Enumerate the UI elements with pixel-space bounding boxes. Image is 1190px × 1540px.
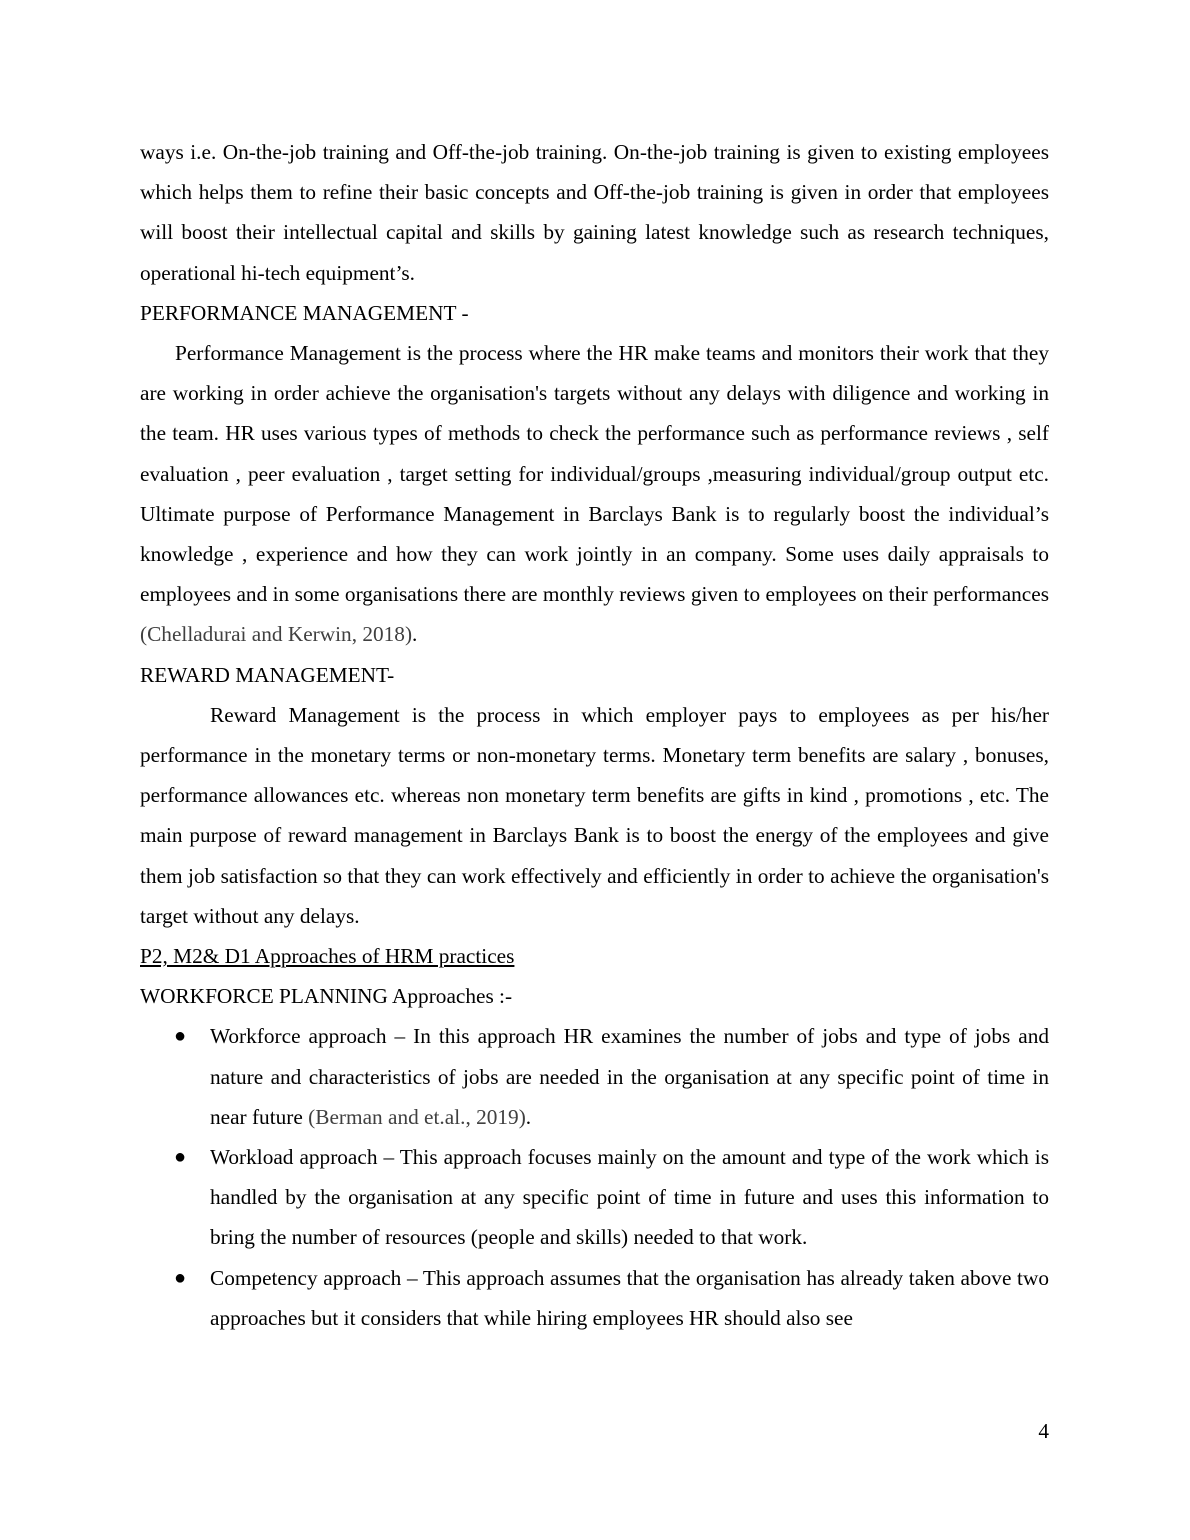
performance-end: .	[412, 622, 418, 647]
intro-paragraph: ways i.e. On-the-job training and Off-the-job training. On-the-job training is given to existing employees which helps them to refine their basic concepts and Off-the-job training is given in order that employees will boost their intellectual capital and skills by gaining latest knowledge such as research techniques, operational hi-tech equipment’s.	[140, 140, 1049, 285]
reward-paragraph: Reward Management is the process in which employer pays to employees as per his/her performance in the monetary terms or non-monetary terms. Monetary term benefits are salary , bonuses, performance allowances etc. whereas non monetary term benefits are gifts in kind , promotions , etc. The main purpose of reward management in Barclays Bank is to boost the energy of the employees and give them job satisfaction so that they can work effectively and efficiently in order to achieve the organisation's target without any delays.	[140, 702, 1049, 928]
approaches-list	[140, 1016, 1049, 1338]
list-item	[140, 1137, 1049, 1258]
bullet-icon: ●	[174, 1146, 187, 1169]
workforce-heading: WORKFORCE PLANNING Approaches :-	[140, 984, 513, 1009]
bullet-end: .	[525, 1104, 532, 1129]
bullet-text: Workload approach – This approach focuses mainly on the amount and type of the work which is handled by the organisation at any specific point of time in future and uses this information to bring the number of resources (people and skills) needed to that work.	[210, 1145, 1049, 1250]
performance-body: Performance Management is the process where the HR make teams and monitors their work that they are working in order achieve the organisation's targets without any delays with diligence and working in the team. HR uses various types of methods to check the performance such as performance reviews , self evaluation , peer evaluation , target setting for individual/groups ,measuring individual/group output etc. Ultimate purpose of Performance Management in Barclays Bank is to regularly boost the individual’s knowledge , experience and how they can work jointly in an company. Some uses daily appraisals to employees and in some organisations there are monthly reviews given to employees on their performances	[140, 341, 1049, 607]
page-number: 4	[1038, 1419, 1049, 1443]
performance-paragraph	[140, 333, 1049, 655]
bullet-icon: ●	[174, 1025, 187, 1048]
list-item	[140, 1258, 1049, 1338]
list-item	[140, 1016, 1049, 1137]
performance-heading: PERFORMANCE MANAGEMENT -	[140, 300, 469, 325]
bullet-text: Competency approach – This approach assumes that the organisation has already taken above two approaches but it considers that while hiring employees HR should also see	[210, 1265, 1049, 1330]
bullet-text: Workforce approach – In this approach HR examines the number of jobs and type of jobs and nature and characteristics of jobs are needed in the organisation at any specific point of time in near future	[210, 1024, 1049, 1129]
performance-citation: (Chelladurai and Kerwin, 2018)	[140, 622, 413, 647]
bullet-icon: ●	[174, 1266, 187, 1289]
section-heading: P2, M2& D1 Approaches of HRM practices	[140, 944, 515, 969]
bullet-citation: (Berman and et.al., 2019)	[308, 1104, 526, 1129]
reward-heading: REWARD MANAGEMENT-	[140, 662, 395, 687]
document-page	[140, 132, 1049, 1338]
